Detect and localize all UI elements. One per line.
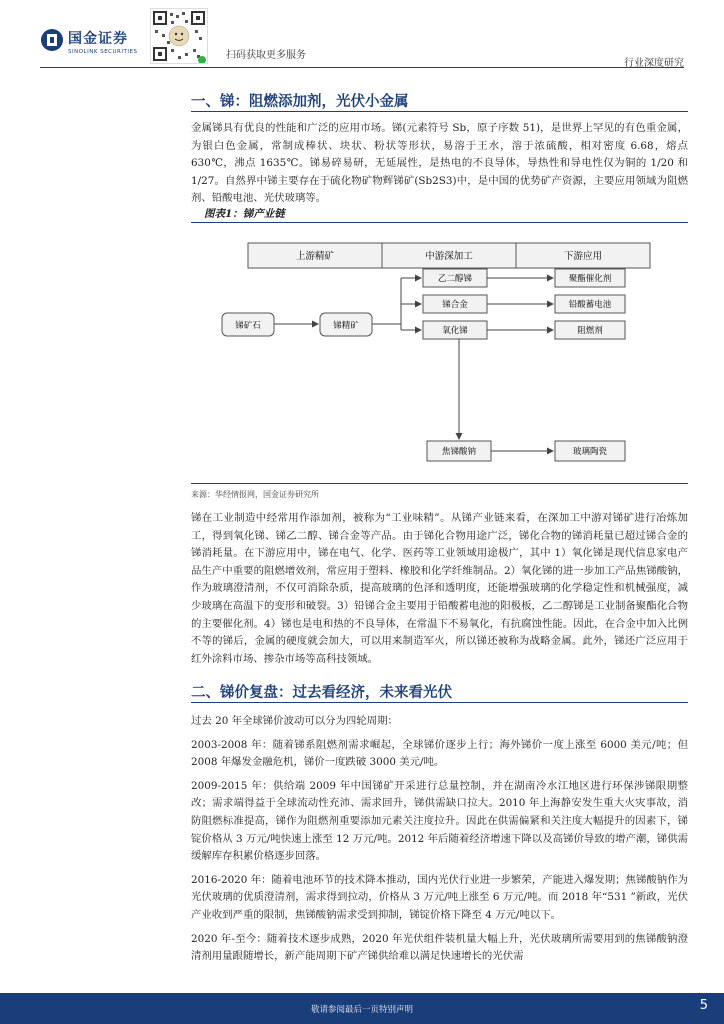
- logo-en: SINOLINK SECURITIES: [68, 49, 138, 55]
- page-header: [0, 0, 724, 70]
- node-battery-label: 铅酸蓄电池: [568, 300, 612, 310]
- node-antimony-alloy: [423, 295, 487, 313]
- section2-body: [191, 713, 688, 966]
- stage-midstream-label: 中游深加工: [425, 251, 473, 262]
- stage-upstream-label: 上游精矿: [295, 251, 335, 262]
- antimony-industry-chain-diagram: [191, 222, 688, 483]
- figure1-bottom-rule: [191, 483, 688, 484]
- figure1-source: 来源：华经情报网，国金证券研究所: [191, 490, 319, 499]
- node-concentrate-label: 锑精矿: [333, 321, 359, 331]
- stage-downstream-label: 下游应用: [563, 251, 603, 262]
- stage-header-upstream: [248, 243, 382, 268]
- node-glass-ceramics: [555, 441, 625, 461]
- section2-title: 二、锑价复盘：过去看经济，未来看光伏: [191, 685, 452, 701]
- node-flame-label: 阻燃剂: [577, 326, 603, 336]
- node-ore-label: 锑矿石: [235, 321, 261, 331]
- cycle-2020-now: 2020 年-至今：随着技术逐步成熟，2020 年光伏组件装机量大幅上升，光伏玻璃所需要用到的焦锑酸钠澄清剂用量跟随增长，新产能周期下矿产锑供给难以满足快速增长的光伏需: [191, 932, 688, 963]
- node-glycol-label: 乙二醇锑: [437, 274, 473, 284]
- section1-title: 一、锑：阻燃添加剂，光伏小金属: [191, 94, 409, 110]
- footer-disclaimer: 敬请参阅最后一页特别声明: [310, 1005, 413, 1015]
- cycle-2009-2015: 2009-2015 年：供给端 2009 年中国锑矿开采进行总量控制，并在湖南冷水江地区进行环保涉锑限期整改；需求端得益于全球流动性充沛、需求回升，锑供需缺口拉大。2010 年上海静安发生重大火灾事故，消防阻燃标准提高，锑作为阻燃剂重要添加元素关注度拉升。因此在供需偏紧和关注度大幅提升的因素下，锑锭价格从 3 万元/吨快速上涨至 12 万元/吨。2012 年后随着经济增速下降以及高锑价导致的增产潮，锑供需缓解库存积累价格逐步回落。: [191, 779, 688, 863]
- cycle-intro: 过去 20 年全球锑价波动可以分为四轮周期：: [191, 715, 398, 727]
- stage-header-downstream: [516, 243, 650, 268]
- chain-connectors: [274, 278, 553, 451]
- stage-header-midstream: [382, 243, 516, 268]
- page-number: 5: [699, 998, 708, 1013]
- node-polyester-catalyst: [555, 269, 625, 287]
- report-type: 行业深度研究: [624, 58, 684, 69]
- figure1-title: 图表1：锑产业链: [204, 208, 285, 220]
- cycle-2016-2020: 2016-2020 年：随着电池环节的技术降本推动，国内光伏行业进一步繁荣，产能进入爆发期；焦锑酸钠作为光伏玻璃的优质澄清剂，需求得到拉动，价格从 3 万元/吨上涨至 6 万元/吨。而 2018 年“531 ”新政，光伏产业收到严重的限制，焦锑酸钠需求受到抑制，锑锭价格下降至 4 万元/吨以下。: [191, 873, 688, 921]
- node-antimony-concentrate: [320, 313, 372, 336]
- node-glass-label: 玻璃陶瓷: [572, 447, 608, 457]
- node-sodium-pyroantimonate: [427, 441, 491, 461]
- section1-rule: [191, 111, 688, 112]
- section1-intro: [191, 120, 688, 208]
- node-antimony-oxide: [423, 321, 487, 339]
- section2-rule: [191, 702, 688, 703]
- node-antimony-glycol: [423, 269, 487, 287]
- node-lead-acid-battery: [555, 295, 625, 313]
- logo-cn: 国金证券: [68, 31, 128, 47]
- qr-caption: 扫码获取更多服务: [226, 50, 306, 61]
- node-antimony-ore: [222, 313, 274, 336]
- node-flame-retardant: [555, 321, 625, 339]
- node-alloy-label: 锑合金: [442, 300, 468, 310]
- logo-wordmark: [68, 28, 137, 55]
- sinolink-logo-icon: [40, 28, 64, 52]
- section1-body: [191, 510, 688, 668]
- node-oxide-label: 氧化锑: [442, 326, 468, 336]
- header-divider: [40, 67, 684, 68]
- qr-code[interactable]: [150, 8, 208, 64]
- body-paragraph: 锑在工业制造中经常用作添加剂，被称为“工业味精”。从锑产业链来看，在深加工中游对锑矿进行冶炼加工，得到氧化锑、锑乙二醇、锑合金等产品。由于锑化合物用途广泛，锑化合物的锑消耗量已超过锑合金的锑消耗量。在下游应用中，锑在电气、化学、医药等工业领域用途极广，其中 1）氧化锑是现代信息家电产品生产中重要的阻燃增效剂，常应用于塑料、橡胶和化学纤维制品。2）氧化锑的进一步加工产品焦锑酸钠，作为玻璃澄清剂，不仅可消除杂质，提高玻璃的色泽和透明度，还能增强玻璃的化学稳定性和机械强度，减少玻璃在高温下的变形和破裂。3）铅锑合金主要用于铅酸蓄电池的阳极板，乙二醇锑是工业制备聚酯化合物的主要催化剂。4）锑也是电和热的不良导体，在常温下不易氧化，有抗腐蚀性能。因此，在合金中加入比例不等的锑后，金属的硬度就会加大，可以用来制造军火，所以锑还被称为战略金属。此外，锑还广泛应用于红外涂料市场、掺杂市场等高科技领域。: [191, 512, 688, 665]
- node-sodium-label: 焦锑酸钠: [441, 447, 477, 457]
- cycle-2003-2008: 2003-2008 年：随着锑系阻燃剂需求崛起，全球锑价逐步上行；海外锑价一度上涨至 6000 美元/吨；但 2008 年爆发金融危机，锑价一度跌破 3000 美元/吨。: [191, 738, 688, 769]
- intro-paragraph: 金属锑具有优良的性能和广泛的应用市场。锑(元素符号 Sb，原子序数 51)，是世界上罕见的有色重金属，为银白色金属，常制成棒状、块状、粉状等形状，易溶于王水，溶于浓硫酸，相对密度 6.68，熔点 630℃，沸点 1635℃。锑易碎易研，无延展性，是热电的不良导体，导热性和导电性仅为铜的 1/20 和 1/27。自然界中锑主要存在于硫化物矿物辉锑矿(Sb2S3)中，是中国的优势矿产资源，主要应用领域为阻燃剂、铅酸电池、光伏玻璃等。: [191, 122, 688, 205]
- node-catalyst-label: 聚酯催化剂: [568, 274, 612, 284]
